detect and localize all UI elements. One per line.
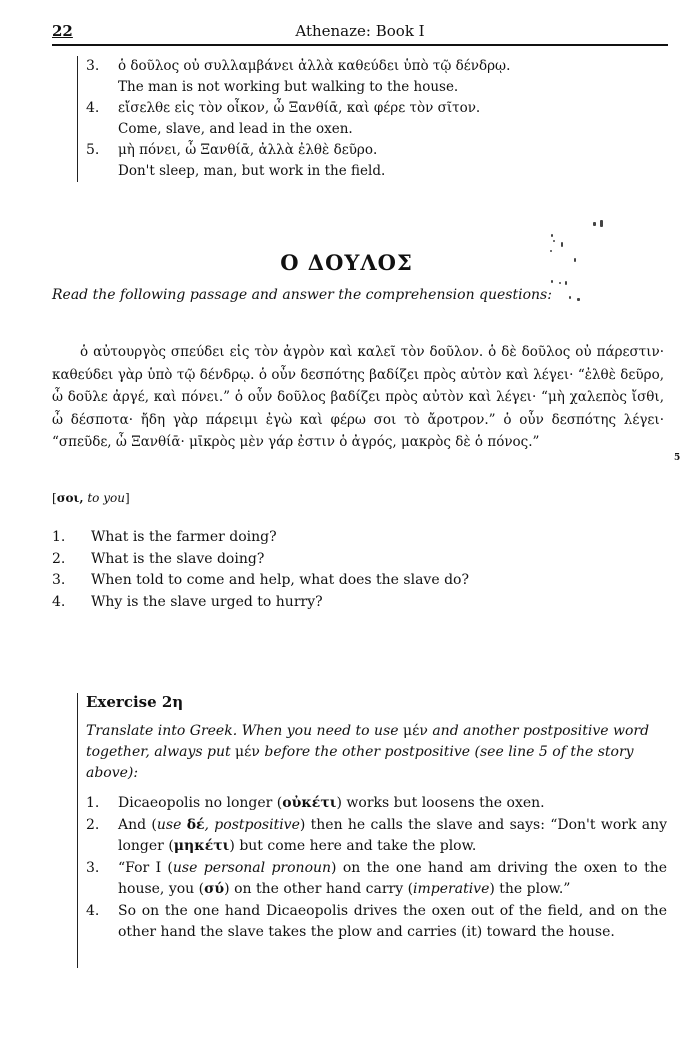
question-text: What is the farmer doing? [91,529,277,545]
vocabulary-gloss: [σοι, to you] [52,491,130,505]
instr-text: and another postpositive word together, always put [86,723,650,760]
comprehension-questions [52,527,652,613]
item-text: ) but come here and take the plow. [229,838,477,854]
item-text: ) the plow.” [489,881,571,897]
item-text: And ( [118,816,157,833]
english-sentence: Come, slave, and lead in the oxen. [118,121,353,137]
instr-text: Translate into Greek. When you need to use [86,723,403,739]
drill-item [86,140,646,182]
item-number: 2. [86,816,100,833]
story-title: Ο ΔΟΥΛΟΣ [280,250,413,275]
english-sentence: The man is not working but walking to the house. [118,79,459,95]
exercise-instructions [86,721,666,784]
item-number: 3. [86,58,100,74]
greek-sentence: εἴσελθε εἰς τὸν οἶκον, ὦ Ξανθίᾱ, καὶ φέρε τὸν σῖτον. [118,100,481,116]
exercise-item [86,901,667,944]
item-text: ) works but loosens the oxen. [336,795,545,811]
item-number: 4. [86,902,100,919]
item-number: 5. [86,142,100,158]
english-sentence: Don't sleep, man, but work in the field. [118,163,386,179]
item-greek: δέ [186,816,205,833]
greek-passage [52,341,664,454]
question-item [52,592,652,614]
item-greek: οὐκέτι [282,795,337,811]
item-italic: imperative [413,881,490,897]
item-number: 3. [86,859,100,876]
running-title: Athenaze: Book I [295,22,425,40]
question-number: 2. [52,550,66,567]
item-text: ) on the one hand am driving the oxen to the house, you ( [118,859,667,897]
item-italic: , postpositive [204,816,300,833]
item-italic: use [156,816,187,833]
item-text: Dicaeopolis no longer ( [118,795,283,811]
greek-sentence: μὴ πόνει, ὦ Ξανθίᾱ, ἀλλὰ ἐλθὲ δεῦρο. [118,142,378,158]
instr-greek: μέν [235,744,260,760]
item-text: ) then he calls the slave and says: “Don't work any longer ( [118,816,668,854]
drill-item [86,56,646,98]
line-number-marker: 5 [674,453,681,463]
item-greek: μηκέτι [173,838,230,854]
instr-greek: μέν [403,723,428,739]
drill-item [86,98,646,140]
question-text: What is the slave doing? [91,550,265,567]
exercise-item [86,858,667,901]
question-item [52,549,652,571]
exercise-item [86,815,667,858]
instr-text: before the other postpositive (see line 5 of the story above): [86,744,634,781]
item-text: “For I ( [118,859,173,876]
question-number: 4. [52,593,66,610]
question-number: 1. [52,529,66,545]
question-item [52,527,652,549]
item-number: 1. [86,795,100,811]
exercise-title: Exercise 2η [86,693,184,711]
exercise-item [86,793,667,815]
page-header [52,22,668,46]
reading-instructions: Read the following passage and answer the comprehension questions: [52,287,552,303]
item-text: ) on the other hand carry ( [224,881,414,897]
item-text: So on the one hand Dicaeopolis drives the oxen out of the field, and on the other hand the slave takes the plow and carries (it) toward the house. [118,902,667,940]
item-greek: σύ [204,881,225,897]
passage-text: ὁ αὐτουργὸς σπεύδει εἰς τὸν ἀγρὸν καὶ καλεῖ τὸν δοῦλον. ὁ δὲ δοῦλος οὐ πάρεστιν· καθεύδει γὰρ ὑπὸ τῷ δένδρῳ. ὁ οὖν δεσπότης βαδίζει πρὸς αὐτὸν καὶ λέγει· “ἐλθὲ δεῦρο, ὦ δοῦλε ἀργέ, καὶ πόνει.” ὁ οὖν δοῦλος βαδίζει πρὸς αὐτὸν καὶ λέγει· “μὴ χαλεπὸς ἴσθι, ὦ δέσποτα· ἤδη γὰρ πάρειμι ἐγὼ καὶ φέρω σοι τὸ ἄροτρον.” ὁ οὖν δεσπότης λέγει· “σπεῦδε, ὦ Ξανθίᾱ· μῑκρὸς μὲν γάρ ἐστιν ὁ ἀγρός, μακρὸς δὲ ὁ πόνος.” [52,344,664,450]
gloss-greek: σοι, [56,491,84,505]
item-number: 4. [86,100,100,116]
question-text: When told to come and help, what does the slave do? [91,572,469,588]
item-italic: use personal pronoun [172,859,332,876]
greek-sentence: ὁ δοῦλος οὐ συλλαμβάνει ἀλλὰ καθεύδει ὑπὸ τῷ δένδρῳ. [118,58,511,74]
question-item [52,570,652,592]
question-number: 3. [52,572,66,588]
question-text: Why is the slave urged to hurry? [91,593,323,610]
gloss-english: to you [87,491,125,505]
page-number: 22 [52,22,73,40]
drill-block [77,56,646,182]
exercise-block [77,693,667,968]
